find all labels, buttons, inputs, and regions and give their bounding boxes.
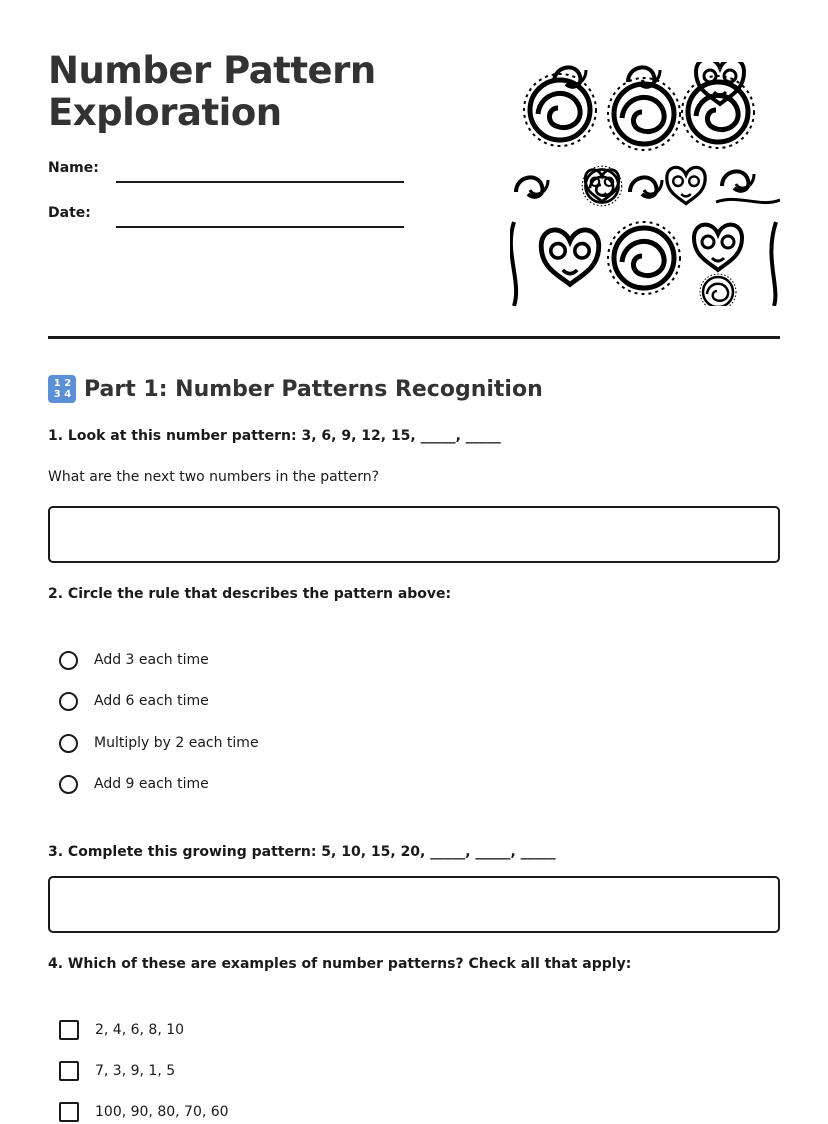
question-1-prompt: What are the next two numbers in the pattern?: [48, 469, 380, 485]
checkbox[interactable]: [59, 1102, 79, 1122]
emoji-digit: 2: [64, 378, 72, 389]
checkbox[interactable]: [59, 1061, 79, 1081]
checkbox-option[interactable]: [58, 1059, 458, 1083]
question-1-label: 1. Look at this number pattern: 3, 6, 9, 12, 15, _____, _____: [48, 428, 501, 444]
date-line[interactable]: [116, 226, 404, 228]
checkbox[interactable]: [59, 1020, 79, 1040]
name-line[interactable]: [116, 181, 404, 183]
radio-option-label: Add 3 each time: [94, 652, 209, 668]
radio-option-label: Multiply by 2 each time: [94, 735, 259, 751]
radio-circle[interactable]: [59, 651, 78, 670]
question-1-answer-box[interactable]: [48, 506, 780, 563]
checkbox-option[interactable]: [58, 1018, 458, 1042]
checkbox-option[interactable]: [58, 1100, 458, 1124]
question-3-label: 3. Complete this growing pattern: 5, 10, 15, 20, _____, _____, _____: [48, 844, 556, 860]
section-heading-part1: [48, 374, 780, 404]
radio-circle[interactable]: [59, 775, 78, 794]
radio-circle[interactable]: [59, 692, 78, 711]
checkbox-option-label: 7, 3, 9, 1, 5: [95, 1063, 176, 1079]
numbers-1234-icon: [48, 375, 76, 403]
radio-option-label: Add 6 each time: [94, 693, 209, 709]
emoji-digit: 1: [53, 378, 61, 389]
name-field: [48, 160, 408, 184]
checkbox-option-label: 2, 4, 6, 8, 10: [95, 1022, 185, 1038]
section-heading-text: Part 1: Number Patterns Recognition: [84, 376, 543, 402]
emoji-digit: 4: [64, 389, 72, 400]
name-label: Name:: [48, 160, 99, 176]
checkbox-option-label: 100, 90, 80, 70, 60: [95, 1104, 229, 1120]
date-label: Date:: [48, 205, 91, 221]
radio-option[interactable]: [58, 648, 458, 672]
page-title: Number Pattern Exploration: [48, 49, 376, 134]
emoji-digit: 3: [53, 389, 61, 400]
radio-option[interactable]: [58, 731, 458, 755]
radio-option[interactable]: [58, 772, 458, 796]
worksheet-page: [48, 0, 780, 1118]
header-divider: [48, 336, 780, 339]
question-4-label: 4. Which of these are examples of number patterns? Check all that apply:: [48, 956, 632, 972]
radio-option[interactable]: [58, 689, 458, 713]
question-2-label: 2. Circle the rule that describes the pattern above:: [48, 586, 452, 602]
maori-koru-pattern-image: [510, 62, 780, 306]
date-field: [48, 205, 408, 229]
question-3-answer-box[interactable]: [48, 876, 780, 933]
radio-circle[interactable]: [59, 734, 78, 753]
radio-option-label: Add 9 each time: [94, 776, 209, 792]
